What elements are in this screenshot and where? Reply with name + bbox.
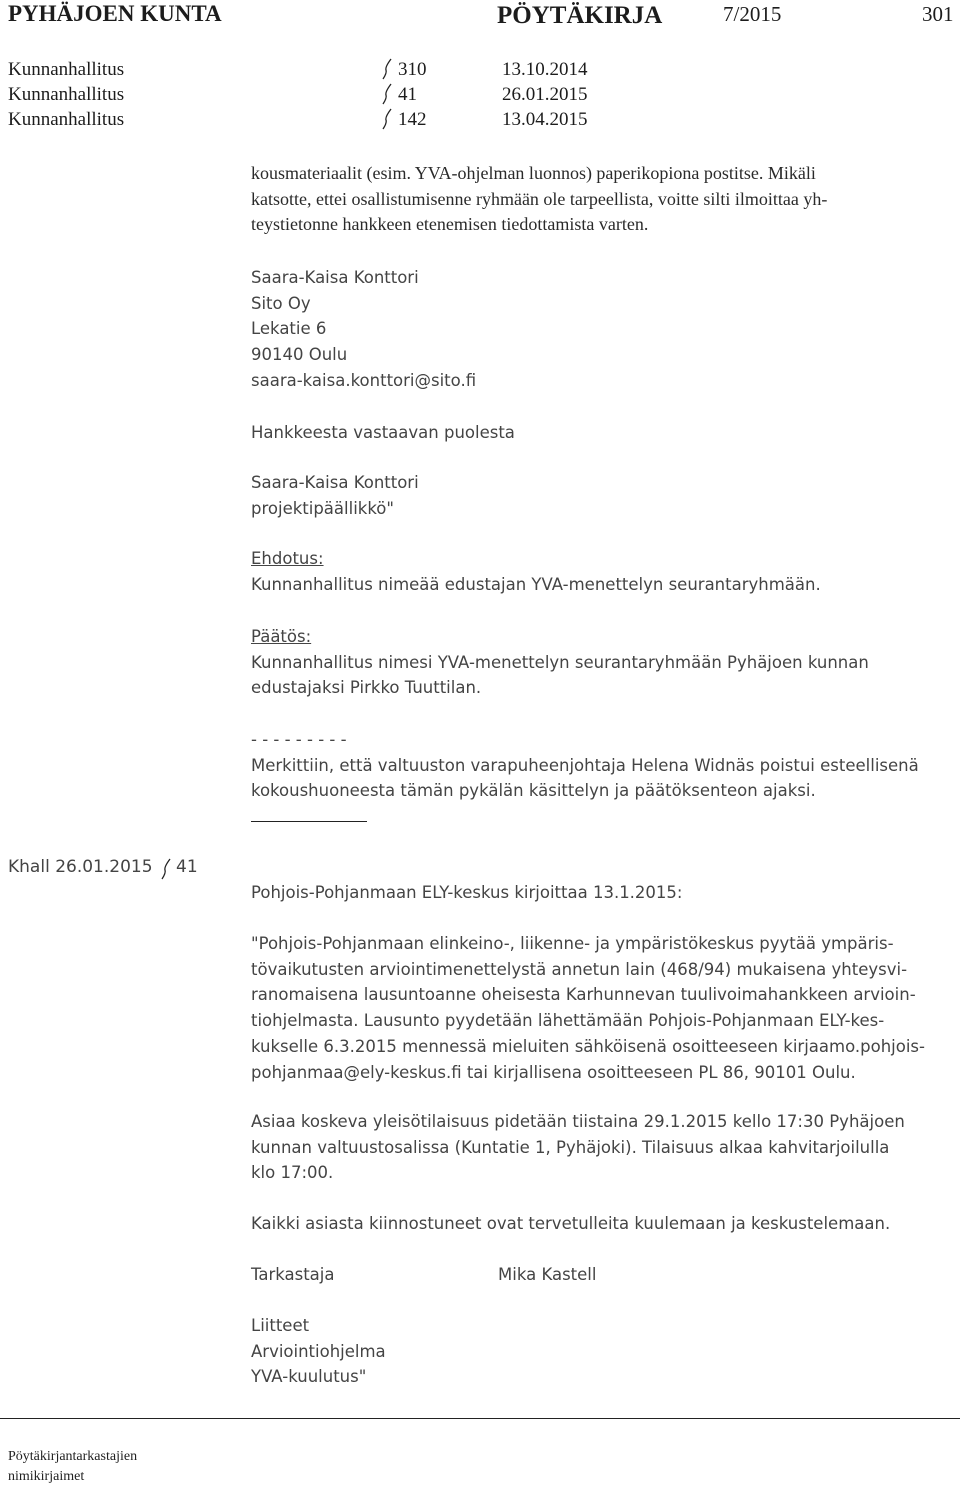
footer-rule <box>0 1418 960 1419</box>
ely-heading-text: Pohjois-Pohjanmaan ELY-keskus kirjoittaa 13.1.2015: <box>251 883 683 902</box>
document-type: PÖYTÄKIRJA <box>497 2 663 29</box>
municipality-name: PYHÄJOEN KUNTA <box>8 1 222 26</box>
footer-initials-label <box>8 1447 137 1487</box>
ely-heading <box>251 880 959 906</box>
contact-name: Saara-Kaisa Konttori <box>251 268 419 287</box>
welcome-paragraph <box>251 1211 959 1237</box>
proposal-label: Ehdotus: <box>251 549 324 568</box>
decision-text: edustajaksi Pirkko Tuuttilan. <box>251 678 482 698</box>
contact-postal: 90140 Oulu <box>251 345 348 365</box>
end-rule <box>251 821 367 822</box>
text-line: tövaikutusten arviointimenettelystä annetun lain (468/94) mukaisena yhteysvi- <box>251 959 908 979</box>
reference-section: 41 <box>398 84 417 105</box>
attachment-item: YVA-kuulutus" <box>251 1367 367 1387</box>
section-reference-number: 41 <box>176 857 198 877</box>
section-reference-label: Khall 26.01.2015 <box>8 857 153 877</box>
text-line: teystietonne hankkeen etenemisen tiedottamista varten. <box>251 214 649 235</box>
footer-line: nimikirjaimet <box>8 1469 85 1484</box>
text-line: kukselle 6.3.2015 mennessä mieluiten sähköisenä osoitteeseen kirjaamo.pohjois- <box>251 1036 925 1056</box>
checker-label: Tarkastaja <box>251 1265 335 1284</box>
proposal-text: Kunnanhallitus nimeää edustajan YVA-menettelyn seurantaryhmään. <box>251 574 821 594</box>
proposal-section <box>251 546 959 597</box>
reference-date: 26.01.2015 <box>502 84 588 105</box>
dash-separator: - - - - - - - - - <box>251 730 347 749</box>
contact-street: Lekatie 6 <box>251 319 327 339</box>
text-line: pohjanmaa@ely-keskus.fi tai kirjallisena osoitteeseen PL 86, 90101 Oulu. <box>251 1062 856 1082</box>
text-line: tiohjelmasta. Lausunto pyydetään lähettämään Pohjois-Pohjanmaan ELY-kes- <box>251 1011 885 1031</box>
reference-body: Kunnanhallitus <box>8 84 125 105</box>
on-behalf-line <box>251 420 959 446</box>
text-line: klo 17:00. <box>251 1163 334 1183</box>
contact-company: Sito Oy <box>251 293 311 313</box>
session-number: 7/2015 <box>723 2 782 26</box>
section-mark-icon <box>380 107 394 136</box>
attachments-section <box>251 1313 959 1390</box>
text-line: "Pohjois-Pohjanmaan elinkeino-, liikenne- ja ympäristökeskus pyytää ympäris- <box>251 934 894 953</box>
section-mark-icon <box>159 857 173 886</box>
text-line: Asiaa koskeva yleisötilaisuus pidetään tiistaina 29.1.2015 kello 17:30 Pyhäjoen <box>251 1112 905 1131</box>
event-paragraph <box>251 1109 959 1186</box>
text-line: kunnan valtuustosalissa (Kuntatie 1, Pyhäjoki). Tilaisuus alkaa kahvitarjoilulla <box>251 1137 890 1157</box>
intro-paragraph <box>251 161 959 238</box>
note-section <box>251 727 959 804</box>
on-behalf-text: Hankkeesta vastaavan puolesta <box>251 423 515 442</box>
reference-body: Kunnanhallitus <box>8 109 125 130</box>
signer-title: projektipäällikkö" <box>251 498 394 518</box>
reference-date: 13.10.2014 <box>502 59 588 80</box>
reference-section: 142 <box>398 109 427 130</box>
decision-text: Kunnanhallitus nimesi YVA-menettelyn seurantaryhmään Pyhäjoen kunnan <box>251 652 869 672</box>
note-text: kokoushuoneesta tämän pykälän käsittelyn ja päätöksenteon ajaksi. <box>251 781 816 801</box>
footer-line: Pöytäkirjantarkastajien <box>8 1449 138 1464</box>
reference-date: 13.04.2015 <box>502 109 588 130</box>
attachments-label: Liitteet <box>251 1316 310 1335</box>
ely-quote <box>251 931 959 1085</box>
decision-label: Päätös: <box>251 627 312 646</box>
decision-section <box>251 624 959 701</box>
welcome-text: Kaikki asiasta kiinnostuneet ovat tervetulleita kuulemaan ja keskustelemaan. <box>251 1214 891 1233</box>
section-reference <box>8 855 153 881</box>
text-line: ranomaisena lausuntoanne oheisesta Karhunnevan tuulivoimahankkeen arvioin- <box>251 985 916 1005</box>
text-line: kousmateriaalit (esim. YVA-ohjelman luonnos) paperikopiona postitse. Mikäli <box>251 163 816 183</box>
note-text: Merkittiin, että valtuuston varapuheenjohtaja Helena Widnäs poistui esteellisenä <box>251 755 919 775</box>
signer-name: Saara-Kaisa Konttori <box>251 473 419 492</box>
reference-section: 310 <box>398 59 427 80</box>
reference-body: Kunnanhallitus <box>8 59 125 80</box>
text-line: katsotte, ettei osallistumisenne ryhmään ole tarpeellista, voitte silti ilmoittaa yh- <box>251 188 828 209</box>
checker-name: Mika Kastell <box>498 1265 597 1284</box>
signature-block <box>251 470 959 521</box>
contact-email: saara-kaisa.konttori@sito.fi <box>251 370 477 390</box>
page-number: 301 <box>922 2 954 26</box>
attachment-item: Arviointiohjelma <box>251 1341 386 1361</box>
contact-block <box>251 265 959 394</box>
